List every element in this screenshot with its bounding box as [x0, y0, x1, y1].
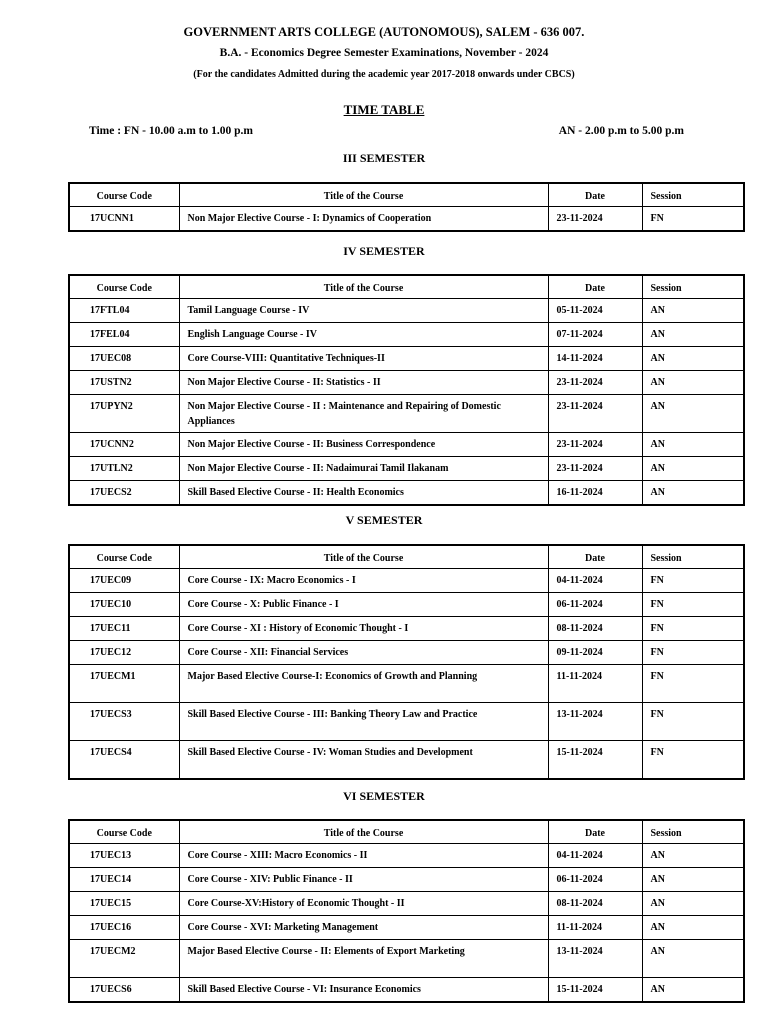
course-code-cell: 17UECS3 [69, 703, 179, 741]
course-code-cell: 17UECS6 [69, 978, 179, 1003]
header-course-code: Course Code [69, 820, 179, 844]
header-date: Date [548, 820, 642, 844]
exam-date-cell: 23-11-2024 [548, 395, 642, 433]
course-title-cell: Non Major Elective Course - II : Maintenance and Repairing of Domestic Appliances [179, 395, 548, 433]
header-course-code: Course Code [69, 183, 179, 207]
session-cell: AN [642, 978, 744, 1003]
course-title-cell: Skill Based Elective Course - II: Health Economics [179, 481, 548, 506]
semester-table [68, 819, 745, 1003]
exam-date-cell: 23-11-2024 [548, 207, 642, 232]
course-title-cell: Skill Based Elective Course - III: Banking Theory Law and Practice [179, 703, 548, 741]
session-cell: FN [642, 703, 744, 741]
course-title-cell: Core Course - IX: Macro Economics - I [179, 569, 548, 593]
table-row [69, 665, 744, 703]
exam-date-cell: 08-11-2024 [548, 892, 642, 916]
exam-date-cell: 16-11-2024 [548, 481, 642, 506]
exam-date-cell: 04-11-2024 [548, 569, 642, 593]
session-cell: AN [642, 371, 744, 395]
exam-date-cell: 13-11-2024 [548, 703, 642, 741]
session-cell: AN [642, 395, 744, 433]
time-an: AN - 2.00 p.m to 5.00 p.m [558, 125, 684, 137]
exam-date-cell: 11-11-2024 [548, 916, 642, 940]
session-cell: FN [642, 741, 744, 780]
table-row [69, 569, 744, 593]
table-row [69, 940, 744, 978]
exam-date-cell: 14-11-2024 [548, 347, 642, 371]
course-code-cell: 17UEC13 [69, 844, 179, 868]
course-code-cell: 17UEC09 [69, 569, 179, 593]
course-title-cell: Core Course - XII: Financial Services [179, 641, 548, 665]
table-row [69, 868, 744, 892]
course-title-cell: Tamil Language Course - IV [179, 299, 548, 323]
course-code-cell: 17UEC12 [69, 641, 179, 665]
semester-title: IV SEMESTER [343, 244, 425, 258]
header-session: Session [642, 275, 744, 299]
table-row [69, 371, 744, 395]
course-title-cell: Core Course - XIV: Public Finance - II [179, 868, 548, 892]
course-code-cell: 17UTLN2 [69, 457, 179, 481]
college-name: GOVERNMENT ARTS COLLEGE (AUTONOMOUS), SALEM - 636 007. [183, 25, 585, 39]
course-title-cell: Non Major Elective Course - II: Business Correspondence [179, 433, 548, 457]
table-row [69, 347, 744, 371]
table-row [69, 844, 744, 868]
exam-title: B.A. - Economics Degree Semester Examinations, November - 2024 [219, 47, 549, 59]
header-course-title: Title of the Course [179, 275, 548, 299]
semester-title: III SEMESTER [342, 151, 426, 165]
course-code-cell: 17UECS4 [69, 741, 179, 780]
exam-date-cell: 09-11-2024 [548, 641, 642, 665]
course-title-cell: Non Major Elective Course - I: Dynamics of Cooperation [179, 207, 548, 232]
course-code-cell: 17UCNN2 [69, 433, 179, 457]
course-code-cell: 17UEC08 [69, 347, 179, 371]
table-row [69, 641, 744, 665]
header-date: Date [548, 545, 642, 569]
table-row [69, 978, 744, 1003]
course-code-cell: 17UEC15 [69, 892, 179, 916]
session-cell: AN [642, 940, 744, 978]
exam-date-cell: 08-11-2024 [548, 617, 642, 641]
table-row [69, 299, 744, 323]
course-code-cell: 17USTN2 [69, 371, 179, 395]
semester-table [68, 182, 745, 232]
table-row [69, 892, 744, 916]
header-course-code: Course Code [69, 275, 179, 299]
course-code-cell: 17UEC11 [69, 617, 179, 641]
session-cell: AN [642, 433, 744, 457]
course-code-cell: 17UECM1 [69, 665, 179, 703]
session-cell: AN [642, 323, 744, 347]
course-title-cell: Core Course-VIII: Quantitative Techniques-II [179, 347, 548, 371]
course-title-cell: Core Course-XV:History of Economic Thought - II [179, 892, 548, 916]
session-cell: AN [642, 457, 744, 481]
table-row [69, 481, 744, 506]
table-row [69, 916, 744, 940]
header-date: Date [548, 275, 642, 299]
session-cell: AN [642, 868, 744, 892]
course-code-cell: 17UEC10 [69, 593, 179, 617]
course-title-cell: Skill Based Elective Course - IV: Woman Studies and Development [179, 741, 548, 780]
header-course-title: Title of the Course [179, 820, 548, 844]
session-cell: AN [642, 299, 744, 323]
header-date: Date [548, 183, 642, 207]
table-row [69, 593, 744, 617]
table-row [69, 741, 744, 780]
exam-date-cell: 15-11-2024 [548, 978, 642, 1003]
timetable-heading: TIME TABLE [343, 102, 425, 117]
course-code-cell: 17FTL04 [69, 299, 179, 323]
session-cell: AN [642, 844, 744, 868]
exam-date-cell: 11-11-2024 [548, 665, 642, 703]
session-cell: FN [642, 665, 744, 703]
table-row [69, 395, 744, 433]
semester-table [68, 274, 745, 506]
course-code-cell: 17FEL04 [69, 323, 179, 347]
course-code-cell: 17UECS2 [69, 481, 179, 506]
course-title-cell: Non Major Elective Course - II: Statistics - II [179, 371, 548, 395]
header-course-title: Title of the Course [179, 183, 548, 207]
table-row [69, 323, 744, 347]
course-title-cell: Skill Based Elective Course - VI: Insurance Economics [179, 978, 548, 1003]
course-title-cell: Non Major Elective Course - II: Nadaimurai Tamil Ilakanam [179, 457, 548, 481]
course-code-cell: 17UCNN1 [69, 207, 179, 232]
course-title-cell: English Language Course - IV [179, 323, 548, 347]
table-row [69, 433, 744, 457]
exam-date-cell: 04-11-2024 [548, 844, 642, 868]
session-cell: FN [642, 617, 744, 641]
session-cell: FN [642, 593, 744, 617]
session-cell: AN [642, 481, 744, 506]
course-title-cell: Core Course - XIII: Macro Economics - II [179, 844, 548, 868]
exam-date-cell: 15-11-2024 [548, 741, 642, 780]
course-code-cell: 17UPYN2 [69, 395, 179, 433]
session-cell: FN [642, 641, 744, 665]
header-session: Session [642, 820, 744, 844]
session-cell: FN [642, 207, 744, 232]
admission-note: (For the candidates Admitted during the academic year 2017-2018 onwards under CBCS) [193, 69, 575, 80]
table-row [69, 207, 744, 232]
semester-title: V SEMESTER [345, 513, 423, 527]
semester-table [68, 544, 745, 780]
course-title-cell: Major Based Elective Course - II: Elements of Export Marketing [179, 940, 548, 978]
exam-date-cell: 05-11-2024 [548, 299, 642, 323]
exam-date-cell: 23-11-2024 [548, 371, 642, 395]
course-code-cell: 17UEC16 [69, 916, 179, 940]
header-course-title: Title of the Course [179, 545, 548, 569]
semester-title: VI SEMESTER [343, 789, 425, 803]
header-session: Session [642, 545, 744, 569]
exam-date-cell: 23-11-2024 [548, 433, 642, 457]
table-row [69, 703, 744, 741]
time-fn: Time : FN - 10.00 a.m to 1.00 p.m [89, 125, 253, 137]
table-row [69, 457, 744, 481]
session-cell: AN [642, 347, 744, 371]
course-code-cell: 17UEC14 [69, 868, 179, 892]
header-session: Session [642, 183, 744, 207]
course-title-cell: Core Course - X: Public Finance - I [179, 593, 548, 617]
course-title-cell: Core Course - XI : History of Economic Thought - I [179, 617, 548, 641]
session-cell: FN [642, 569, 744, 593]
course-code-cell: 17UECM2 [69, 940, 179, 978]
exam-date-cell: 07-11-2024 [548, 323, 642, 347]
course-title-cell: Major Based Elective Course-I: Economics of Growth and Planning [179, 665, 548, 703]
exam-date-cell: 06-11-2024 [548, 868, 642, 892]
header-course-code: Course Code [69, 545, 179, 569]
table-row [69, 617, 744, 641]
exam-date-cell: 23-11-2024 [548, 457, 642, 481]
exam-date-cell: 13-11-2024 [548, 940, 642, 978]
exam-date-cell: 06-11-2024 [548, 593, 642, 617]
session-cell: AN [642, 892, 744, 916]
course-title-cell: Core Course - XVI: Marketing Management [179, 916, 548, 940]
session-cell: AN [642, 916, 744, 940]
